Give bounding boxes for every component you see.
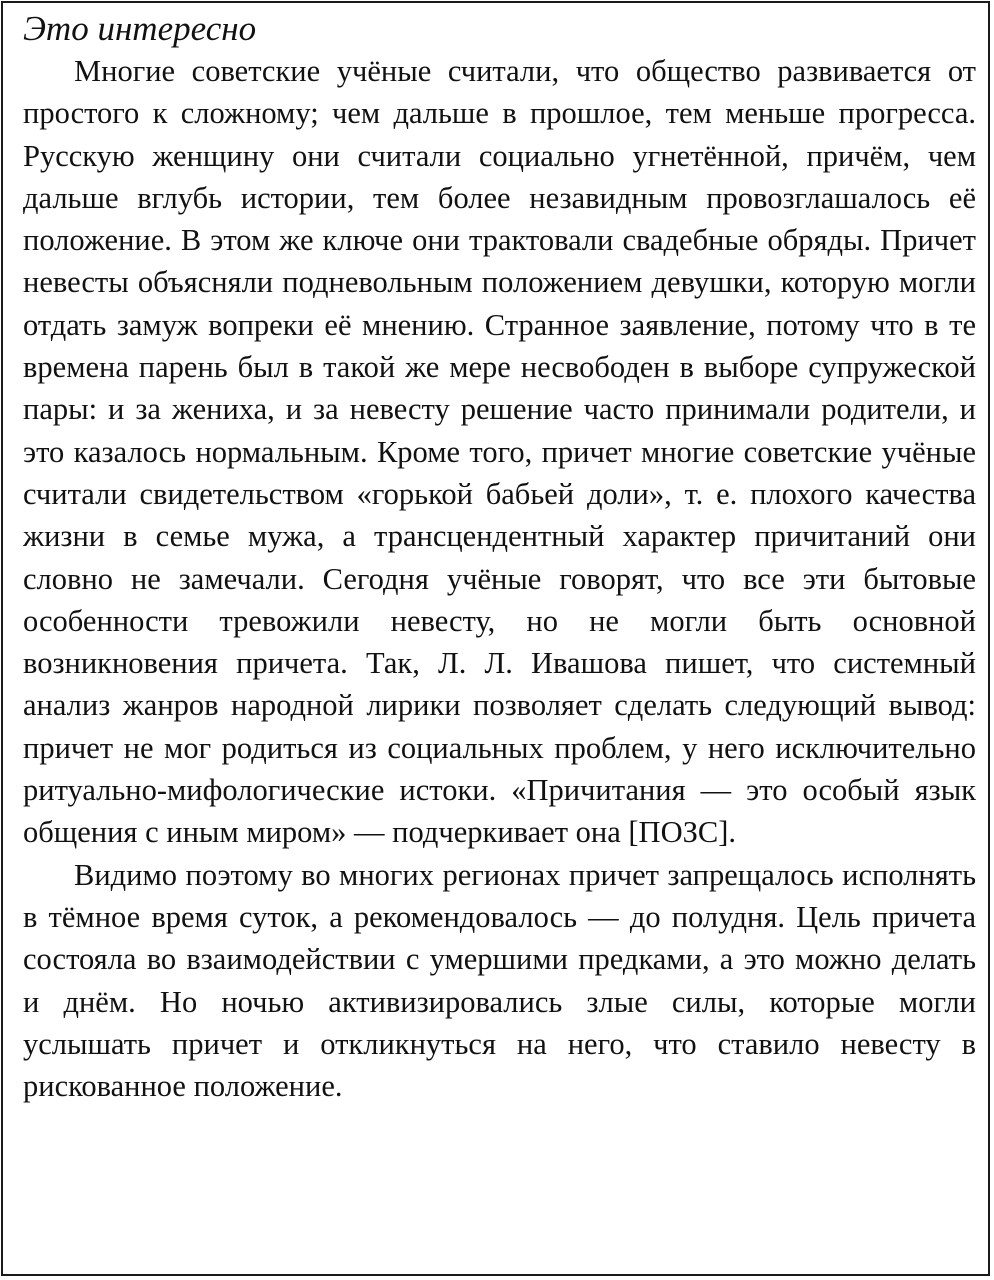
paragraph-1: Многие советские учёные считали, что общество развивается от простого к сложному; чем дальше в прошлое, тем меньше прогресса. Русскую женщину они считали социально угнетённой, причём, чем дальше вглубь истории, тем более незавидным провозглашалось её положение. В этом же ключе они трактовали свадебные обряды. Причет невесты объясняли подневольным положением девушки, которую могли отдать замуж вопреки её мнению. Странное заявление, потому что в те времена парень был в такой же мере несвободен в выборе супружеской пары: и за жениха, и за невесту решение часто принимали родители, и это казалось нормальным. Кроме того, причет многие советские учёные считали свидетельством «горькой бабьей доли», т. е. плохого качества жизни в семье мужа, а трансцендентный характер причитаний они словно не замечали. Сегодня учёные говорят, что все эти бытовые особенности тревожили невесту, но не могли быть основной возникновения причета. Так, Л. Л. Ивашова пишет, что системный анализ жанров народной лирики позволяет сделать следующий вывод: причет не мог родиться из социальных проблем, у него исключительно ритуально-мифологические истоки. «Причитания — это особый язык общения с иным миром» — подчеркивает она [ПОЗС]. bbox=[23, 54, 976, 850]
box-title: Это интересно bbox=[23, 9, 257, 48]
info-box bbox=[1, 1, 990, 1276]
paragraph-2: Видимо поэтому во многих регионах причет запрещалось исполнять в тёмное время суток, а рекомендовалось — до полудня. Цель причета состояла во взаимодействии с умершими предками, а это можно делать и днём. Но ночью активизировались злые силы, которые могли услышать причет и откликнуться на него, что ставило невесту в рискованное положение. bbox=[23, 857, 976, 1104]
info-box-content bbox=[23, 8, 976, 1107]
